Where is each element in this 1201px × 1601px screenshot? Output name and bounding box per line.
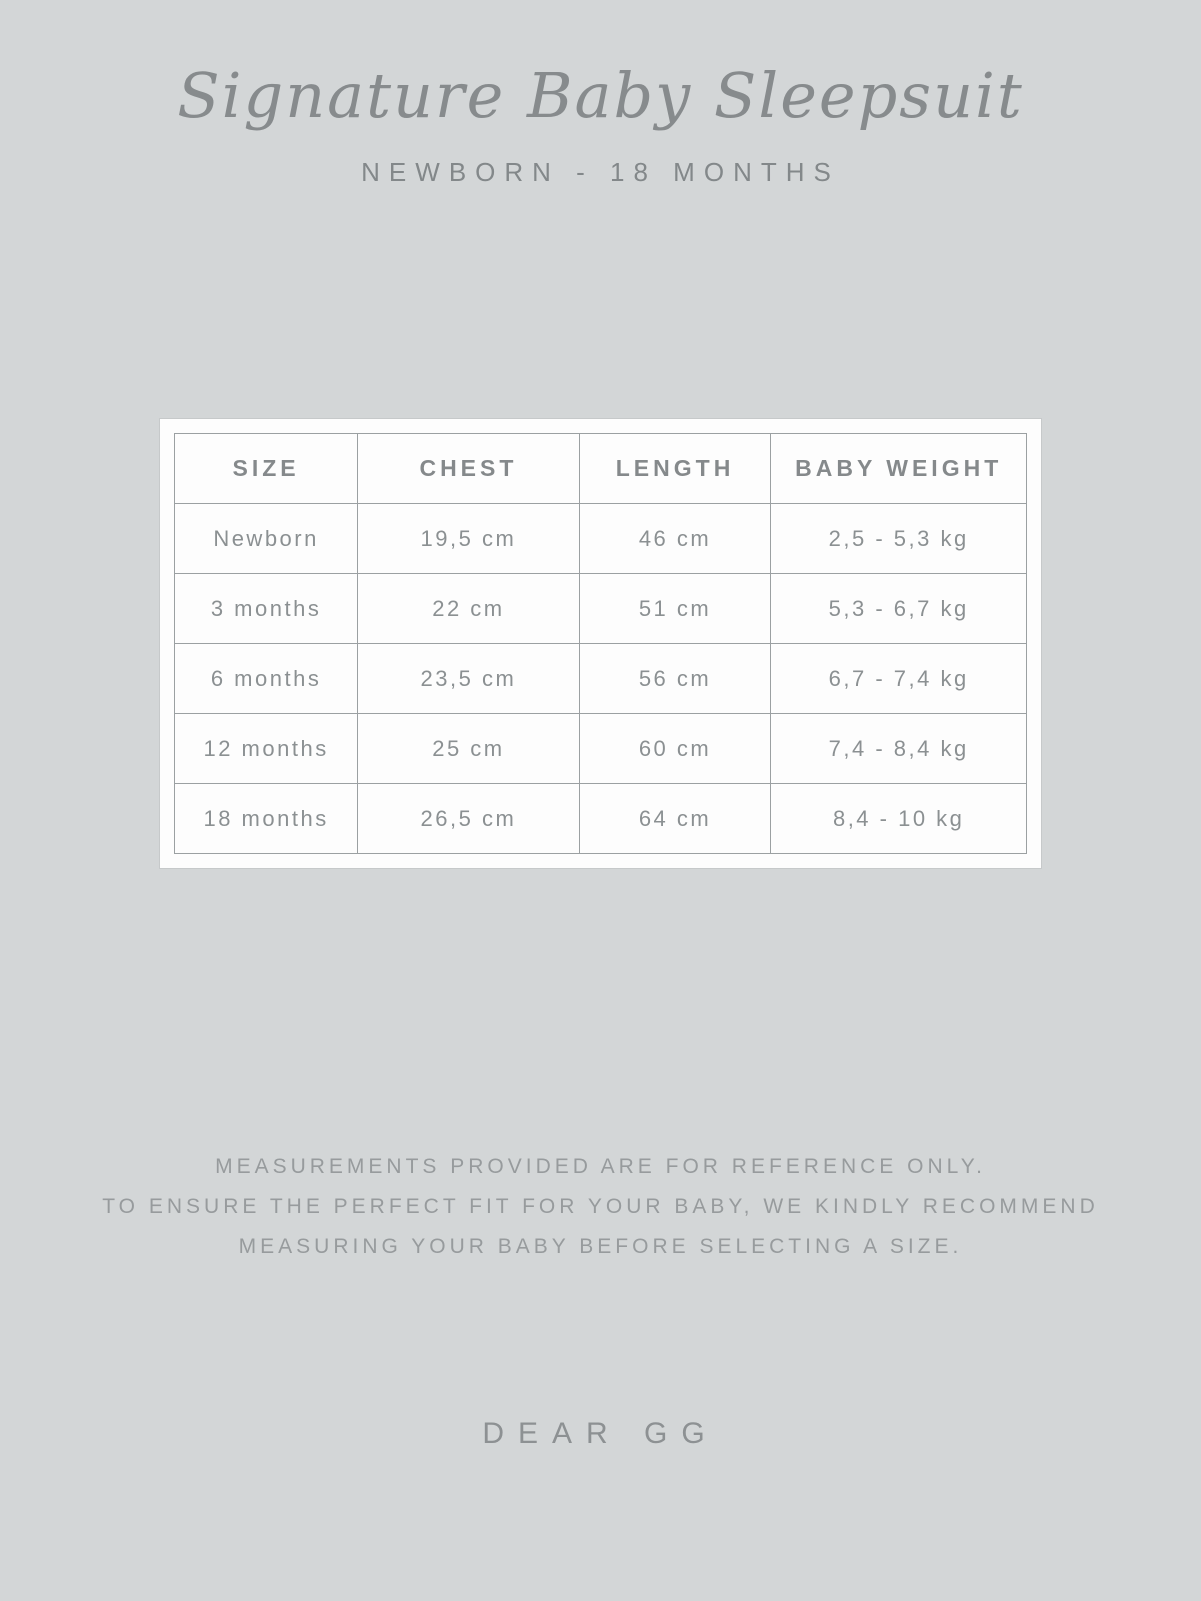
size-cell: 3 months xyxy=(175,574,358,644)
size-cell: 6 months xyxy=(175,644,358,714)
weight-cell: 6,7 - 7,4 kg xyxy=(771,644,1027,714)
page-subtitle: NEWBORN - 18 MONTHS xyxy=(361,157,840,188)
size-table xyxy=(174,433,1027,854)
length-cell: 46 cm xyxy=(579,504,771,574)
weight-cell: 7,4 - 8,4 kg xyxy=(771,714,1027,784)
table-row xyxy=(175,784,1027,854)
disclaimer-line: MEASUREMENTS PROVIDED ARE FOR REFERENCE ONLY. xyxy=(215,1155,986,1179)
length-cell: 64 cm xyxy=(579,784,771,854)
weight-cell: 5,3 - 6,7 kg xyxy=(771,574,1027,644)
disclaimer-line: MEASURING YOUR BABY BEFORE SELECTING A SIZE. xyxy=(238,1235,963,1259)
header-cell-size: SIZE xyxy=(175,434,358,504)
size-cell: 12 months xyxy=(175,714,358,784)
header-cell-length: LENGTH xyxy=(579,434,771,504)
chest-cell: 22 cm xyxy=(358,574,580,644)
size-table-card xyxy=(159,418,1042,869)
header-row xyxy=(175,434,1027,504)
header-cell-chest: CHEST xyxy=(358,434,580,504)
size-cell: Newborn xyxy=(175,504,358,574)
table-row xyxy=(175,504,1027,574)
length-cell: 51 cm xyxy=(579,574,771,644)
length-cell: 60 cm xyxy=(579,714,771,784)
table-row xyxy=(175,714,1027,784)
weight-cell: 8,4 - 10 kg xyxy=(771,784,1027,854)
size-table-body xyxy=(175,504,1027,854)
weight-cell: 2,5 - 5,3 kg xyxy=(771,504,1027,574)
table-row xyxy=(175,644,1027,714)
disclaimer-line: TO ENSURE THE PERFECT FIT FOR YOUR BABY, WE KINDLY RECOMMEND xyxy=(102,1195,1099,1219)
size-table-header xyxy=(175,434,1027,504)
brand-logo-text: DEAR GG xyxy=(482,1417,719,1451)
chest-cell: 25 cm xyxy=(358,714,580,784)
size-cell: 18 months xyxy=(175,784,358,854)
header-cell-weight: BABY WEIGHT xyxy=(771,434,1027,504)
chest-cell: 26,5 cm xyxy=(358,784,580,854)
page-title: Signature Baby Sleepsuit xyxy=(177,59,1024,132)
length-cell: 56 cm xyxy=(579,644,771,714)
chest-cell: 23,5 cm xyxy=(358,644,580,714)
disclaimer-text xyxy=(102,1147,1099,1267)
table-row xyxy=(175,574,1027,644)
chest-cell: 19,5 cm xyxy=(358,504,580,574)
